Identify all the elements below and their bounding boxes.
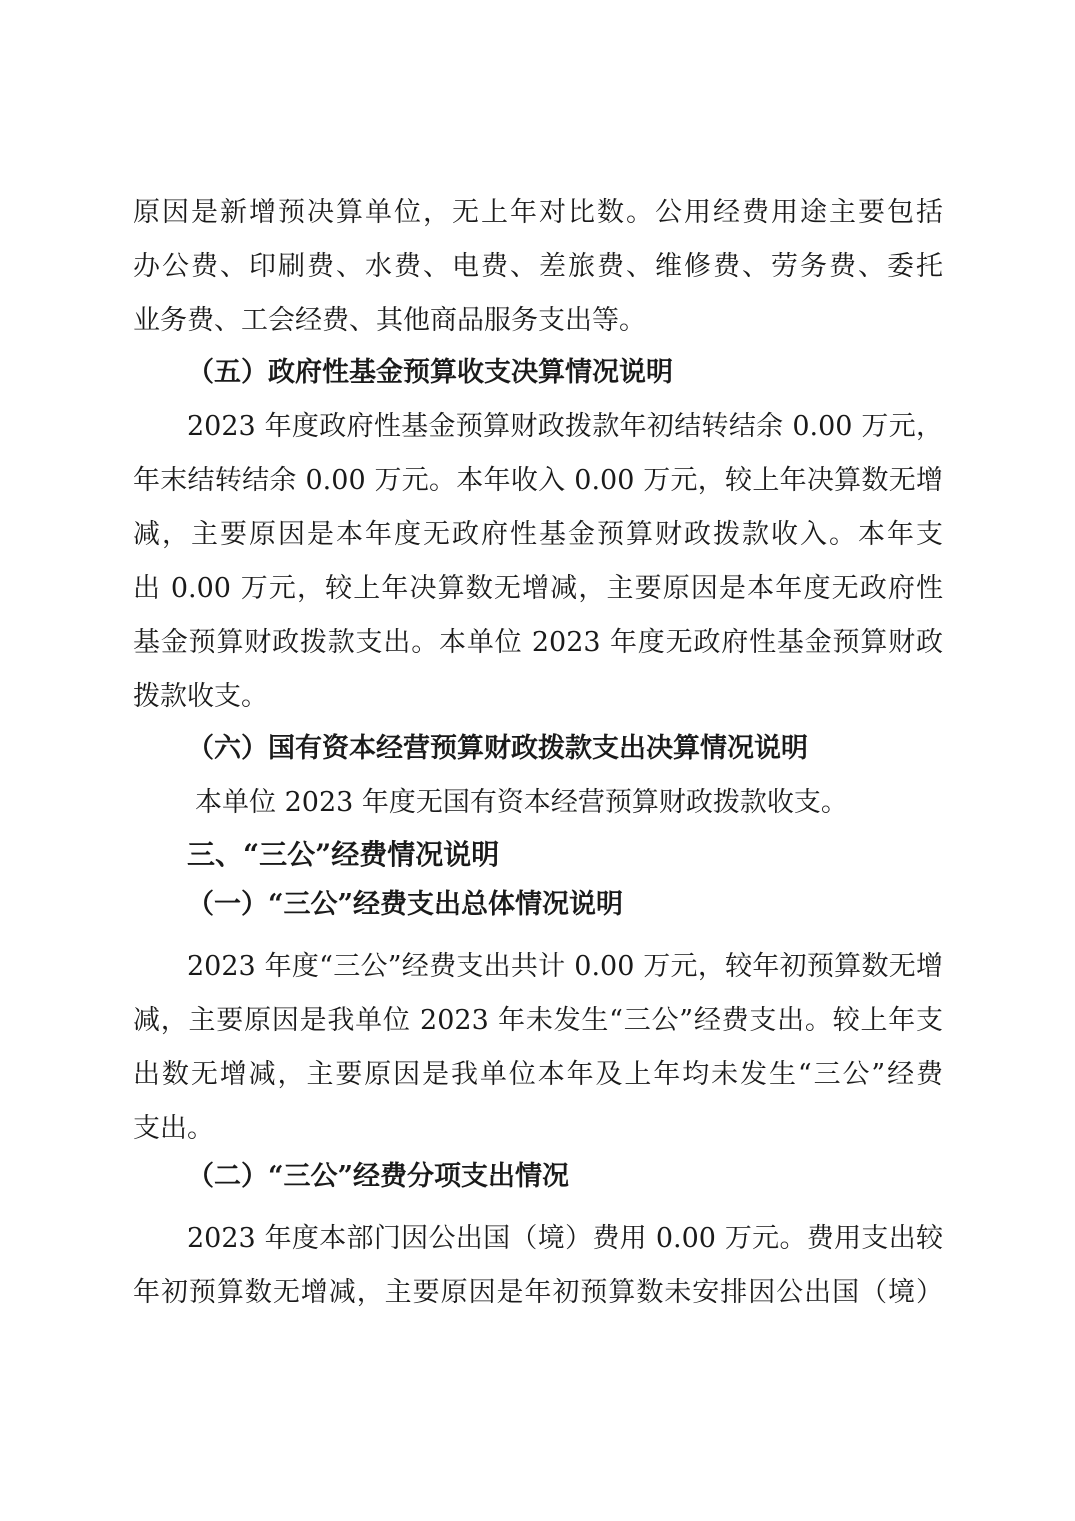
paragraph-line: 本单位 2023 年度无国有资本经营预算财政拨款收支。 bbox=[195, 787, 848, 818]
paragraph-line: 出数无增减，主要原因是我单位本年及上年均未发生“三公”经费 bbox=[133, 1059, 943, 1090]
paragraph-line: 出 0.00 万元，较上年决算数无增减，主要原因是本年度无政府性 bbox=[133, 573, 943, 604]
paragraph-line: 年初预算数无增减，主要原因是年初预算数未安排因公出国（境） bbox=[133, 1277, 943, 1308]
paragraph-line: 2023 年度政府性基金预算财政拨款年初结转结余 0.00 万元， bbox=[187, 411, 943, 442]
paragraph-line: 拨款收支。 bbox=[133, 681, 268, 712]
paragraph-line: 业务费、工会经费、其他商品服务支出等。 bbox=[133, 305, 646, 336]
paragraph-line: 减，主要原因是本年度无政府性基金预算财政拨款收入。本年支 bbox=[133, 519, 943, 550]
chapter-heading-3: 三、“三公”经费情况说明 bbox=[187, 838, 500, 871]
paragraph-line: 年末结转结余 0.00 万元。本年收入 0.00 万元，较上年决算数无增 bbox=[133, 465, 943, 496]
paragraph-line: 支出。 bbox=[133, 1113, 214, 1144]
paragraph-line: 减，主要原因是我单位 2023 年未发生“三公”经费支出。较上年支 bbox=[133, 1005, 943, 1036]
section-heading-3-1: （一）“三公”经费支出总体情况说明 bbox=[187, 889, 624, 920]
paragraph-line: 办公费、印刷费、水费、电费、差旅费、维修费、劳务费、委托 bbox=[133, 251, 943, 282]
section-heading-6: （六）国有资本经营预算财政拨款支出决算情况说明 bbox=[187, 733, 808, 764]
paragraph-line: 2023 年度“三公”经费支出共计 0.00 万元，较年初预算数无增 bbox=[187, 951, 943, 982]
section-heading-3-2: （二）“三公”经费分项支出情况 bbox=[187, 1161, 570, 1192]
section-heading-5: （五）政府性基金预算收支决算情况说明 bbox=[187, 357, 673, 388]
paragraph-line: 2023 年度本部门因公出国（境）费用 0.00 万元。费用支出较 bbox=[187, 1223, 943, 1254]
paragraph-line: 基金预算财政拨款支出。本单位 2023 年度无政府性基金预算财政 bbox=[133, 627, 943, 658]
paragraph-line: 原因是新增预决算单位，无上年对比数。公用经费用途主要包括 bbox=[133, 197, 943, 228]
